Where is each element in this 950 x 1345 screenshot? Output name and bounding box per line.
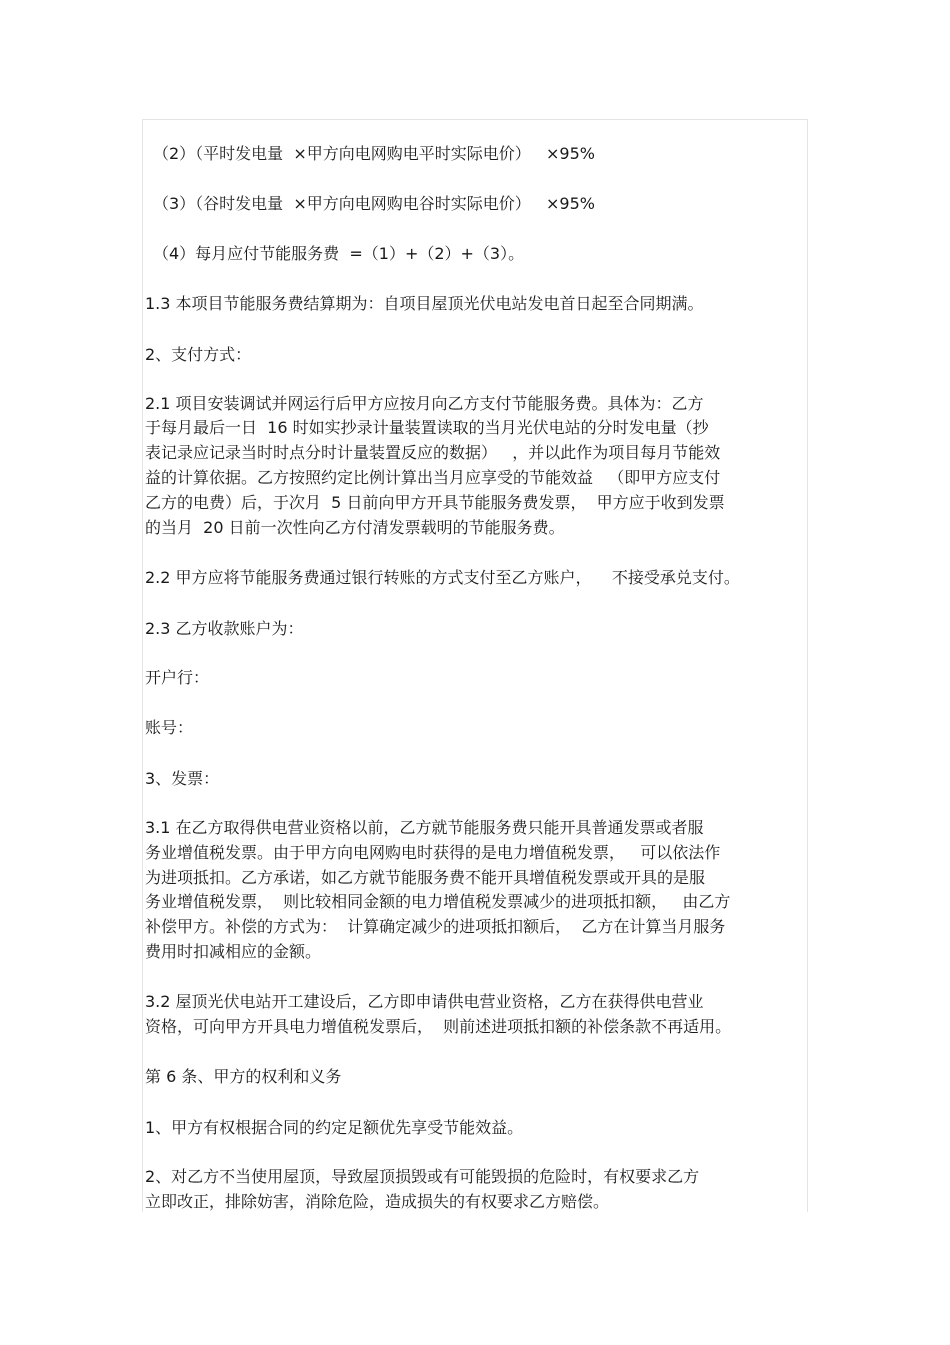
bank-name-label: 开户行： — [145, 668, 210, 687]
formula-line-4: （4）每月应付节能服务费 =（1）+（2）+（3）。 — [153, 244, 525, 263]
clause-2-1-line: 表记录应记录当时时点分时计量装置反应的数据） ，并以此作为项目每月节能效 — [145, 443, 721, 462]
clause-3-1-line: 务业增值税发票， 则比较相同金额的电力增值税发票减少的进项抵扣额， 由乙方 — [145, 892, 731, 911]
clause-3-1-line: 务业增值税发票。由于甲方向电网购电时获得的是电力增值税发票， 可以依法作 — [145, 843, 721, 862]
clause-2-1-line: 2.1 项目安装调试并网运行后甲方应按月向乙方支付节能服务费。具体为：乙方 — [145, 394, 704, 413]
section-heading-payment: 2、支付方式： — [145, 345, 252, 364]
clause-2-3: 2.3 乙方收款账户为： — [145, 619, 304, 638]
section-heading-invoice: 3、发票： — [145, 769, 220, 788]
clause-3-1-line: 补偿甲方。补偿的方式为： 计算确定减少的进项抵扣额后， 乙方在计算当月服务 — [145, 917, 726, 936]
clause-3-1-line: 3.1 在乙方取得供电营业资格以前，乙方就节能服务费只能开具普通发票或者服 — [145, 818, 704, 837]
clause-3-2-line: 资格，可向甲方开具电力增值税发票后， 则前述进项抵扣额的补偿条款不再适用。 — [145, 1017, 732, 1036]
clause-2-1-line: 乙方的电费）后，于次月 5 日前向甲方开具节能服务费发票， 甲方应于收到发票 — [145, 493, 725, 512]
clause-3-2-line: 3.2 屋顶光伏电站开工建设后，乙方即申请供电营业资格，乙方在获得供电营业 — [145, 992, 704, 1011]
formula-line-2: （2）（平时发电量 ×甲方向电网购电平时实际电价） ×95% — [153, 144, 595, 163]
formula-line-3: （3）（谷时发电量 ×甲方向电网购电谷时实际电价） ×95% — [153, 194, 595, 213]
article-6-item-2-line: 立即改正，排除妨害，消除危险，造成损失的有权要求乙方赔偿。 — [145, 1192, 610, 1211]
clause-2-1-line: 的当月 20 日前一次性向乙方付清发票载明的节能服务费。 — [145, 518, 565, 537]
clause-2-1-line: 益的计算依据。乙方按照约定比例计算出当月应享受的节能效益 （即甲方应支付 — [145, 468, 721, 487]
page-border-top — [143, 119, 808, 120]
clause-3-1-line: 费用时扣减相应的金额。 — [145, 942, 322, 961]
clause-2-2: 2.2 甲方应将节能服务费通过银行转账的方式支付至乙方账户， 不接受承兑支付。 — [145, 568, 740, 587]
clause-3-1-line: 为进项抵扣。乙方承诺，如乙方就节能服务费不能开具增值税发票或开具的是服 — [145, 868, 706, 887]
page-border-left — [142, 119, 143, 1212]
clause-1-3: 1.3 本项目节能服务费结算期为：自项目屋顶光伏电站发电首日起至合同期满。 — [145, 294, 704, 313]
article-6-item-2-line: 2、对乙方不当使用屋顶，导致屋顶损毁或有可能毁损的危险时，有权要求乙方 — [145, 1167, 700, 1186]
clause-2-1-line: 于每月最后一日 16 时如实抄录计量装置读取的当月光伏电站的分时发电量（抄 — [145, 418, 709, 437]
article-6-item-1: 1、甲方有权根据合同的约定足额优先享受节能效益。 — [145, 1118, 524, 1137]
page-border-right — [807, 119, 808, 1212]
account-number-label: 账号： — [145, 718, 194, 737]
article-6-heading: 第 6 条、甲方的权利和义务 — [145, 1067, 342, 1086]
